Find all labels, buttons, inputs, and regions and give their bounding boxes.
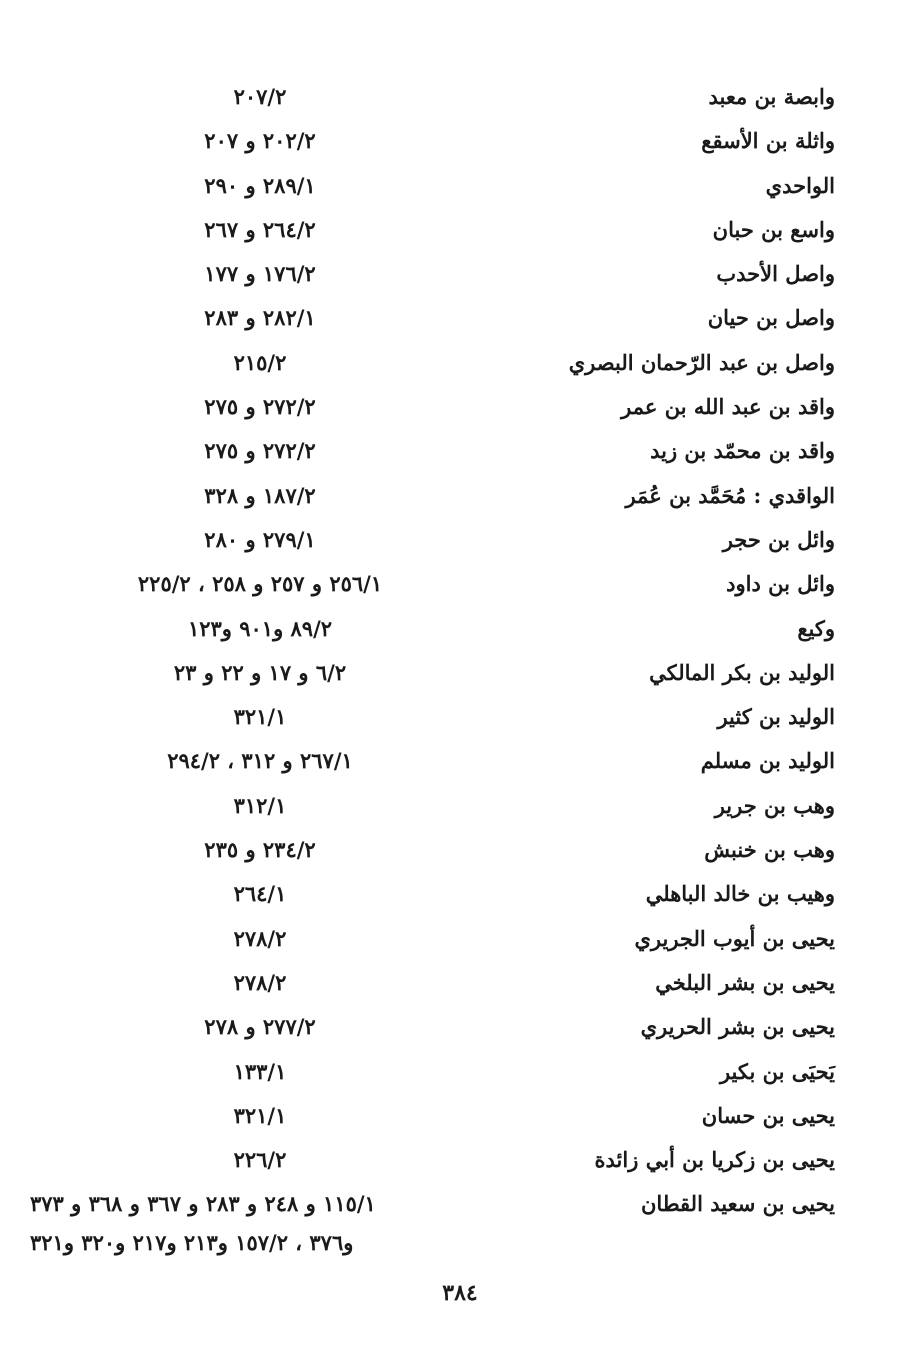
entry-pages: ٢٦٤/١ — [233, 881, 287, 907]
index-entry — [0, 1097, 920, 1141]
index-entry — [0, 1053, 920, 1097]
entry-pages: ٢٧٢/٢ و ٢٧٥ — [204, 438, 316, 464]
index-entry — [0, 122, 920, 166]
entry-pages: ٢٢٦/٢ — [233, 1147, 287, 1173]
entry-name: واسع بن حبان — [712, 216, 835, 242]
entry-pages: ٣١٢/١ — [233, 792, 287, 818]
index-entry — [0, 920, 920, 964]
index-entry — [0, 477, 920, 521]
entry-pages: ٦/٢ و ١٧ و ٢٢ و ٢٣ — [173, 659, 347, 685]
index-entry — [0, 964, 920, 1008]
entry-name: واصل بن عبد الرّحمان البصري — [568, 349, 835, 375]
index-entry — [0, 1008, 920, 1052]
index-entry — [0, 78, 920, 122]
entry-pages: ٢٦٤/٢ و ٢٦٧ — [204, 216, 316, 242]
index-entry — [0, 521, 920, 565]
entry-pages: ٢٧٨/٢ — [233, 925, 287, 951]
index-entry — [0, 388, 920, 432]
entry-pages: ٢٧٧/٢ و ٢٧٨ — [204, 1014, 316, 1040]
entry-name: واصل الأحدب — [716, 261, 835, 287]
entry-name: يحيى بن بشر الحريري — [640, 1014, 835, 1040]
entry-pages: ٨٩/٢ و٩٠١ و١٢٣ — [187, 615, 333, 641]
entry-name: يحيى بن بشر البلخي — [655, 969, 835, 995]
entry-pages: ٢٧٢/٢ و ٢٧٥ — [204, 394, 316, 420]
index-entry — [0, 742, 920, 786]
page-number: ٣٨٤ — [442, 1280, 478, 1306]
entry-name: يَحيَى بن بكير — [719, 1058, 835, 1084]
entry-pages-line: و٣٧٦ ، ١٥٧/٢ و٢١٣ و٢١٧ و٣٢٠ و٣٢١ — [30, 1230, 354, 1256]
entry-name: الواقدي : مُحَمَّد بن عُمَر — [625, 482, 835, 508]
index-entry — [0, 875, 920, 919]
entry-pages: ١٨٧/٢ و ٣٢٨ — [204, 482, 316, 508]
entry-name: وائل بن داود — [726, 571, 835, 597]
entry-name: وهيب بن خالد الباهلي — [645, 881, 835, 907]
index-entry — [0, 299, 920, 343]
index-entries — [0, 78, 920, 1275]
index-entry — [0, 610, 920, 654]
entry-pages: ٢١٥/٢ — [233, 349, 287, 375]
entry-name: واصل بن حيان — [707, 305, 835, 331]
entry-pages — [30, 1191, 450, 1255]
entry-pages-line: ١١٥/١ و ٢٤٨ و ٢٨٣ و ٣٦٧ و ٣٦٨ و ٣٧٣ — [30, 1191, 376, 1217]
entry-name: يحيى بن زكريا بن أبي زائدة — [594, 1147, 835, 1173]
entry-name: الوليد بن بكر المالكي — [649, 659, 835, 685]
index-entry — [0, 565, 920, 609]
entry-pages: ٢٠٧/٢ — [233, 84, 287, 109]
index-entry — [0, 654, 920, 698]
entry-name: يحيى بن سعيد القطان — [641, 1191, 835, 1217]
entry-pages: ٢٦٧/١ و ٣١٢ ، ٢٩٤/٢ — [167, 748, 353, 774]
entry-name: الوليد بن كثير — [717, 704, 835, 730]
index-entry-multiline — [0, 1185, 920, 1275]
entry-name: واقد بن عبد الله بن عمر — [621, 394, 835, 420]
entry-pages: ٢٧٨/٢ — [233, 969, 287, 995]
entry-name: وهب بن خنبش — [704, 837, 835, 863]
entry-name: واثلة بن الأسقع — [701, 128, 835, 154]
entry-pages: ٢٨٩/١ و ٢٩٠ — [204, 172, 316, 198]
index-entry — [0, 831, 920, 875]
entry-name: يحيى بن أيوب الجريري — [634, 925, 835, 951]
entry-pages: ٢٥٦/١ و ٢٥٧ و ٢٥٨ ، ٢٢٥/٢ — [137, 571, 383, 597]
entry-pages: ٢٠٢/٢ و ٢٠٧ — [204, 128, 316, 154]
entry-pages: ٢٣٤/٢ و ٢٣٥ — [204, 837, 316, 863]
index-entry — [0, 255, 920, 299]
entry-name: وكيع — [797, 615, 835, 641]
entry-pages: ٢٨٢/١ و ٢٨٣ — [204, 305, 316, 331]
entry-pages: ٢٧٩/١ و ٢٨٠ — [204, 526, 316, 552]
index-entry — [0, 432, 920, 476]
index-entry — [0, 211, 920, 255]
entry-name: وابصة بن معبد — [708, 84, 835, 109]
entry-name: وهب بن جرير — [714, 792, 835, 818]
index-entry — [0, 344, 920, 388]
entry-name: الواحدي — [765, 172, 835, 198]
entry-name: الوليد بن مسلم — [700, 748, 835, 774]
entry-pages: ١٣٣/١ — [233, 1058, 287, 1084]
entry-name: وائل بن حجر — [722, 526, 835, 552]
entry-pages: ٣٢١/١ — [233, 1102, 287, 1128]
index-entry — [0, 1141, 920, 1185]
entry-name: يحيى بن حسان — [701, 1102, 835, 1128]
entry-pages: ١٧٦/٢ و ١٧٧ — [204, 261, 316, 287]
entry-pages: ٣٢١/١ — [233, 704, 287, 730]
entry-name: واقد بن محمّد بن زيد — [650, 438, 835, 464]
index-entry — [0, 787, 920, 831]
index-entry — [0, 167, 920, 211]
index-entry — [0, 698, 920, 742]
